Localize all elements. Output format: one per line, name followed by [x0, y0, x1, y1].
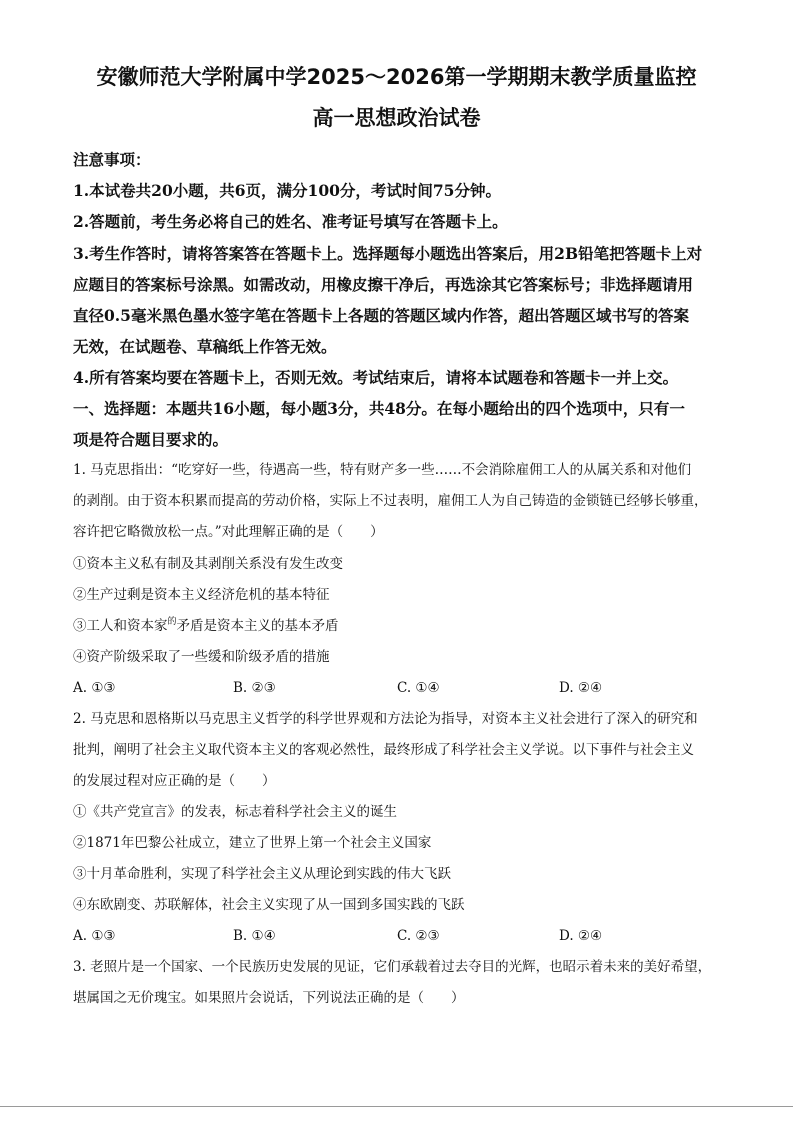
question-1-stem: 容许把它略微放松一点。”对此理解正确的是（ ） [73, 524, 384, 540]
question-2-stem: 的发展过程对应正确的是（ ） [73, 773, 276, 789]
question-1-stem: 1. 马克思指出：“吃穿好一些，待遇高一些，特有财产多一些……不会消除雇佣工人的从属关系和对他们 [73, 462, 692, 478]
note-line: 4.所有答案均要在答题卡上，否则无效。考试结束后，请将本试题卷和答题卡一并上交。 [73, 368, 679, 387]
question-2-stem: 2. 马克思和恩格斯以马克思主义哲学的科学世界观和方法论为指导，对资本主义社会进行了深入的研究和 [73, 711, 698, 727]
question-2-item: ④东欧剧变、苏联解体，社会主义实现了从一国到多国实践的飞跃 [73, 897, 465, 913]
note-line: 无效，在试题卷、草稿纸上作答无效。 [73, 337, 337, 356]
question-3-stem: 堪属国之无价瑰宝。如果照片会说话，下列说法正确的是（ ） [73, 990, 465, 1006]
question-2-item: ③十月革命胜利，实现了科学社会主义从理论到实践的伟大飞跃 [73, 866, 451, 882]
question-1-option-b: B. ②③ [233, 680, 276, 696]
section-heading: 一、选择题：本题共16小题，每小题3分，共48分。在每小题给出的四个选项中，只有一 [73, 399, 685, 418]
notes-heading: 注意事项： [73, 150, 151, 169]
question-1-stem: 的剥削。由于资本积累而提高的劳动价格，实际上不过表明，雇佣工人为自己铸造的金锁链已经够长够重， [73, 493, 708, 509]
exam-title: 安徽师范大学附属中学2025～2026第一学期期末教学质量监控 [96, 65, 697, 89]
question-1-item [73, 615, 339, 639]
question-1-option-d: D. ②④ [559, 680, 603, 696]
section-heading: 项是符合题目要求的。 [73, 430, 229, 449]
question-1-option-a: A. ①③ [73, 680, 116, 696]
page-bottom-divider [0, 1106, 793, 1107]
question-1-option-c: C. ①④ [397, 680, 440, 696]
note-line: 1.本试卷共20小题，共6页，满分100分，考试时间75分钟。 [73, 181, 501, 200]
question-2-option-d: D. ②④ [559, 928, 603, 944]
question-3-stem: 3. 老照片是一个国家、一个民族历史发展的见证，它们承载着过去夺目的光辉，也昭示着未来的美好希望， [73, 959, 712, 975]
question-2-option-c: C. ②③ [397, 928, 440, 944]
note-line: 应题目的答案标号涂黑。如需改动，用橡皮擦干净后，再选涂其它答案标号；非选择题请用 [73, 275, 694, 294]
question-1-item: ①资本主义私有制及其剥削关系没有发生改变 [73, 556, 343, 572]
question-1-item: ②生产过剩是资本主义经济危机的基本特征 [73, 587, 330, 603]
question-2-option-a: A. ①③ [73, 928, 116, 944]
question-2-item: ②1871年巴黎公社成立，建立了世界上第一个社会主义国家 [73, 835, 432, 851]
superscript-mark: 的 [167, 617, 177, 627]
note-line: 直径0.5毫米黑色墨水签字笔在答题卡上各题的答题区域内作答，超出答题区域书写的答案 [73, 306, 689, 325]
question-2-option-b: B. ①④ [233, 928, 276, 944]
item-text: ③工人和资本家 [73, 618, 168, 634]
note-line: 3.考生作答时，请将答案答在答题卡上。选择题每小题选出答案后，用2B铅笔把答题卡上对 [73, 244, 703, 263]
item-text: 矛盾是资本主义的基本矛盾 [176, 618, 339, 634]
question-1-item: ④资产阶级采取了一些缓和阶级矛盾的措施 [73, 649, 330, 665]
question-2-item: ①《共产党宣言》的发表，标志着科学社会主义的诞生 [73, 804, 397, 820]
question-2-stem: 批判，阐明了社会主义取代资本主义的客观必然性，最终形成了科学社会主义学说。以下事件与社会主义 [73, 742, 694, 758]
exam-subtitle: 高一思想政治试卷 [312, 106, 481, 130]
note-line: 2.答题前，考生务必将自己的姓名、准考证号填写在答题卡上。 [73, 212, 508, 231]
